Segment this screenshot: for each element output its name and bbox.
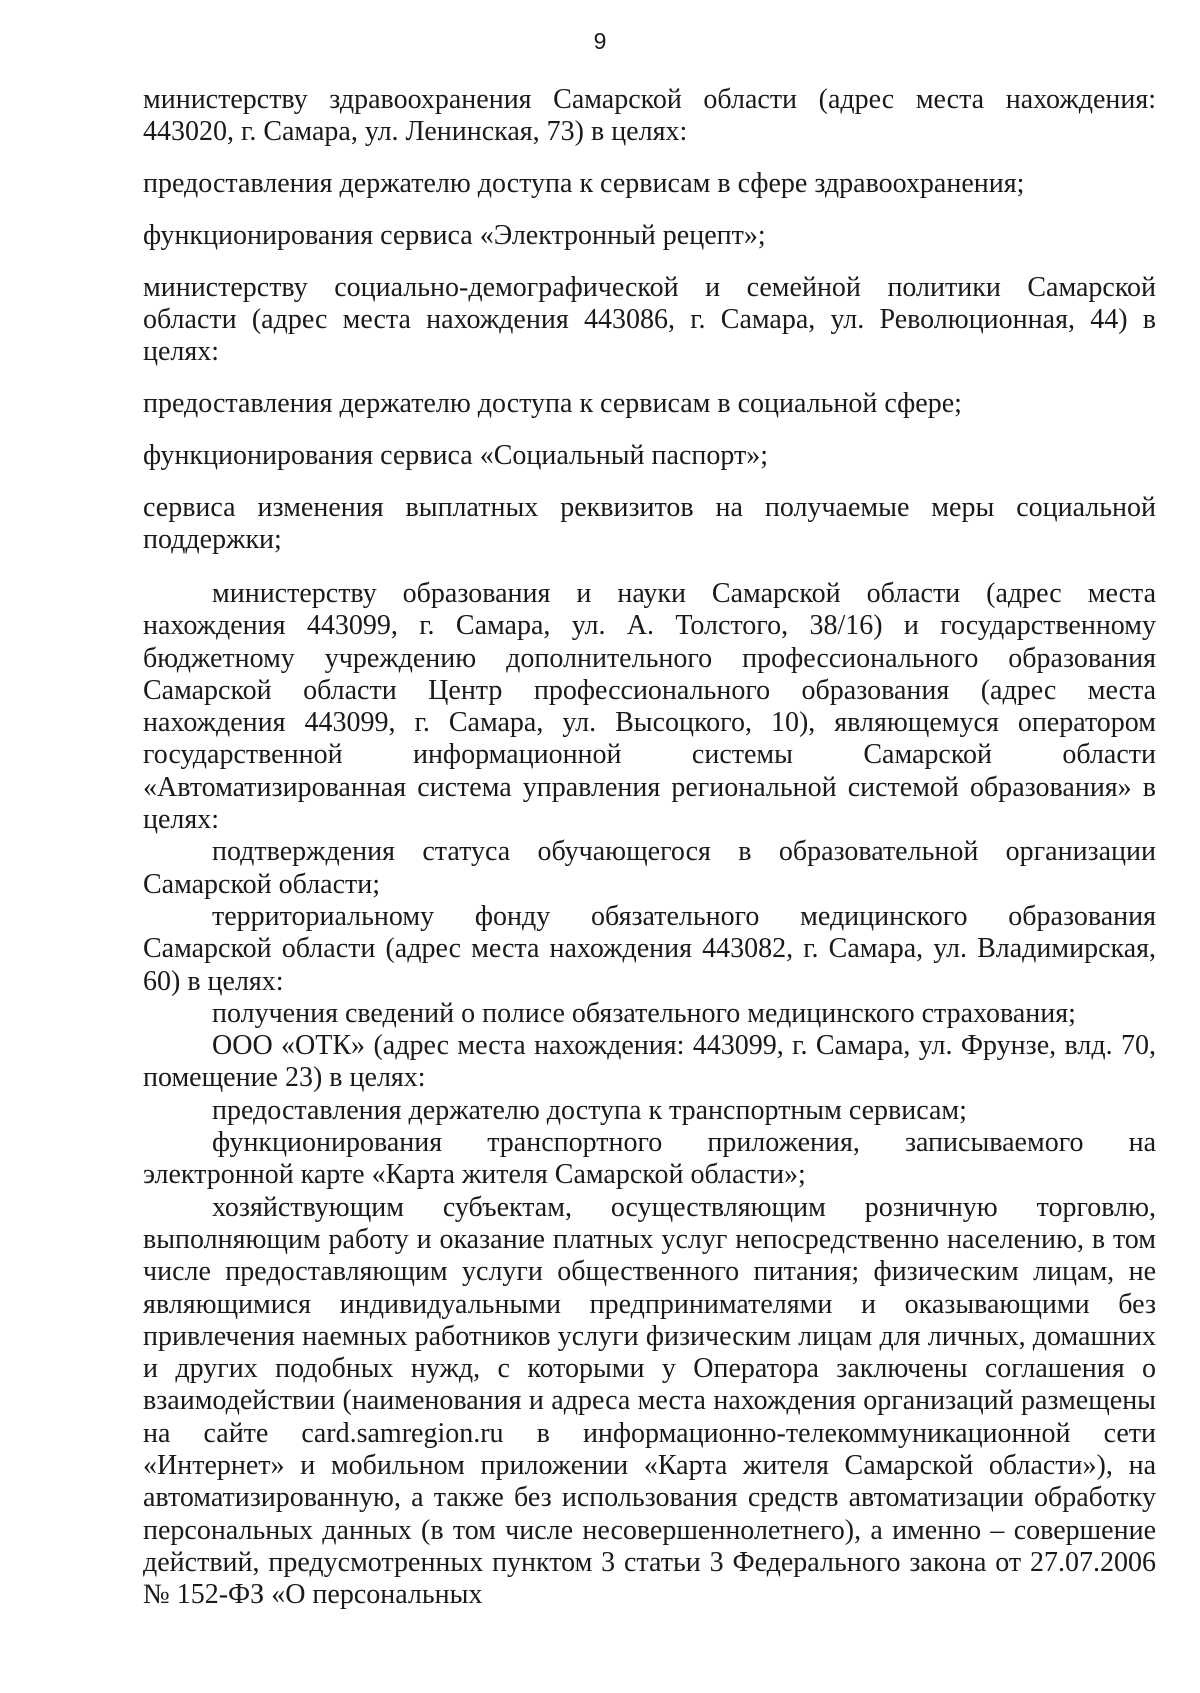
- page-number: 9: [593, 28, 607, 54]
- paragraph-otk: ООО «ОТК» (адрес места нахождения: 443099, г. Самара, ул. Фрунзе, влд. 70, помещение 23) в целях:: [143, 1030, 1156, 1094]
- paragraph-health-access: предоставления держателю доступа к сервисам в сфере здравоохранения;: [143, 168, 1025, 199]
- document-body: [143, 84, 1156, 1612]
- paragraph-health-ministry: министерству здравоохранения Самарской области (адрес места нахождения: 443020, г. Самара, ул. Ленинская, 73) в целях:: [143, 84, 1156, 147]
- paragraph-social-passport: функционирования сервиса «Социальный паспорт»;: [143, 440, 769, 471]
- paragraph-student-status: подтверждения статуса обучающегося в образовательной организации Самарской области;: [143, 836, 1156, 900]
- recipients-education-transport: [143, 578, 1156, 1612]
- paragraph-education-ministry: министерству образования и науки Самарской области (адрес места нахождения 443099, г. Самара, ул. А. Толстого, 38/16) и государственному бюджетному учреждению дополнительного профессионального образования Самарской области Центр профессионального образования (адрес места нахождения 443099, г. Самара, ул. Высоцкого, 10), являющемуся оператором государственной информационной системы Самарской области «Автоматизированная система управления региональной системой образования» в целях:: [143, 578, 1156, 836]
- paragraph-insurance-policy: получения сведений о полисе обязательного медицинского страхования;: [212, 997, 1076, 1029]
- paragraph-transport-app: функционирования транспортного приложения, записываемого на электронной карте «Карта жителя Самарской области»;: [143, 1127, 1156, 1191]
- paragraph-medical-fund: территориальному фонду обязательного медицинского образования Самарской области (адрес места нахождения 443082, г. Самара, ул. Владимирская, 60) в целях:: [143, 900, 1156, 997]
- paragraph-social-access: предоставления держателю доступа к сервисам в социальной сфере;: [143, 388, 962, 419]
- paragraph-transport-access: предоставления держателю доступа к транспортным сервисам;: [212, 1094, 967, 1126]
- paragraph-social-ministry: министерству социально-демографической и семейной политики Самарской области (адрес места нахождения 443086, г. Самара, ул. Революционная, 44) в целях:: [143, 272, 1156, 367]
- paragraph-payment-details: сервиса изменения выплатных реквизитов на получаемые меры социальной поддержки;: [143, 492, 1156, 555]
- recipients-health-social: [143, 84, 1156, 556]
- paragraph-business-entities: хозяйствующим субъектам, осуществляющим розничную торговлю, выполняющим работу и оказание платных услуг непосредственно населению, в том числе предоставляющим услуги общественного питания; физическим лицам, не являющимися индивидуальными предпринимателями и оказывающими без привлечения наемных работников услуги физическим лицам для личных, домашних и других подобных нужд, с которыми у Оператора заключены соглашения о взаимодействии (наименования и адреса места нахождения организаций размещены на сайте card.samregion.ru в информационно-телекоммуникационной сети «Интернет» и мобильном приложении «Карта жителя Самарской области»), на автоматизированную, а также без использования средств автоматизации обработку персональных данных (в том числе несовершеннолетнего), а именно – совершение действий, предусмотренных пунктом 3 статьи 3 Федерального закона от 27.07.2006 № 152-ФЗ «О персональных: [143, 1191, 1156, 1611]
- paragraph-e-prescription: функционирования сервиса «Электронный рецепт»;: [143, 220, 766, 251]
